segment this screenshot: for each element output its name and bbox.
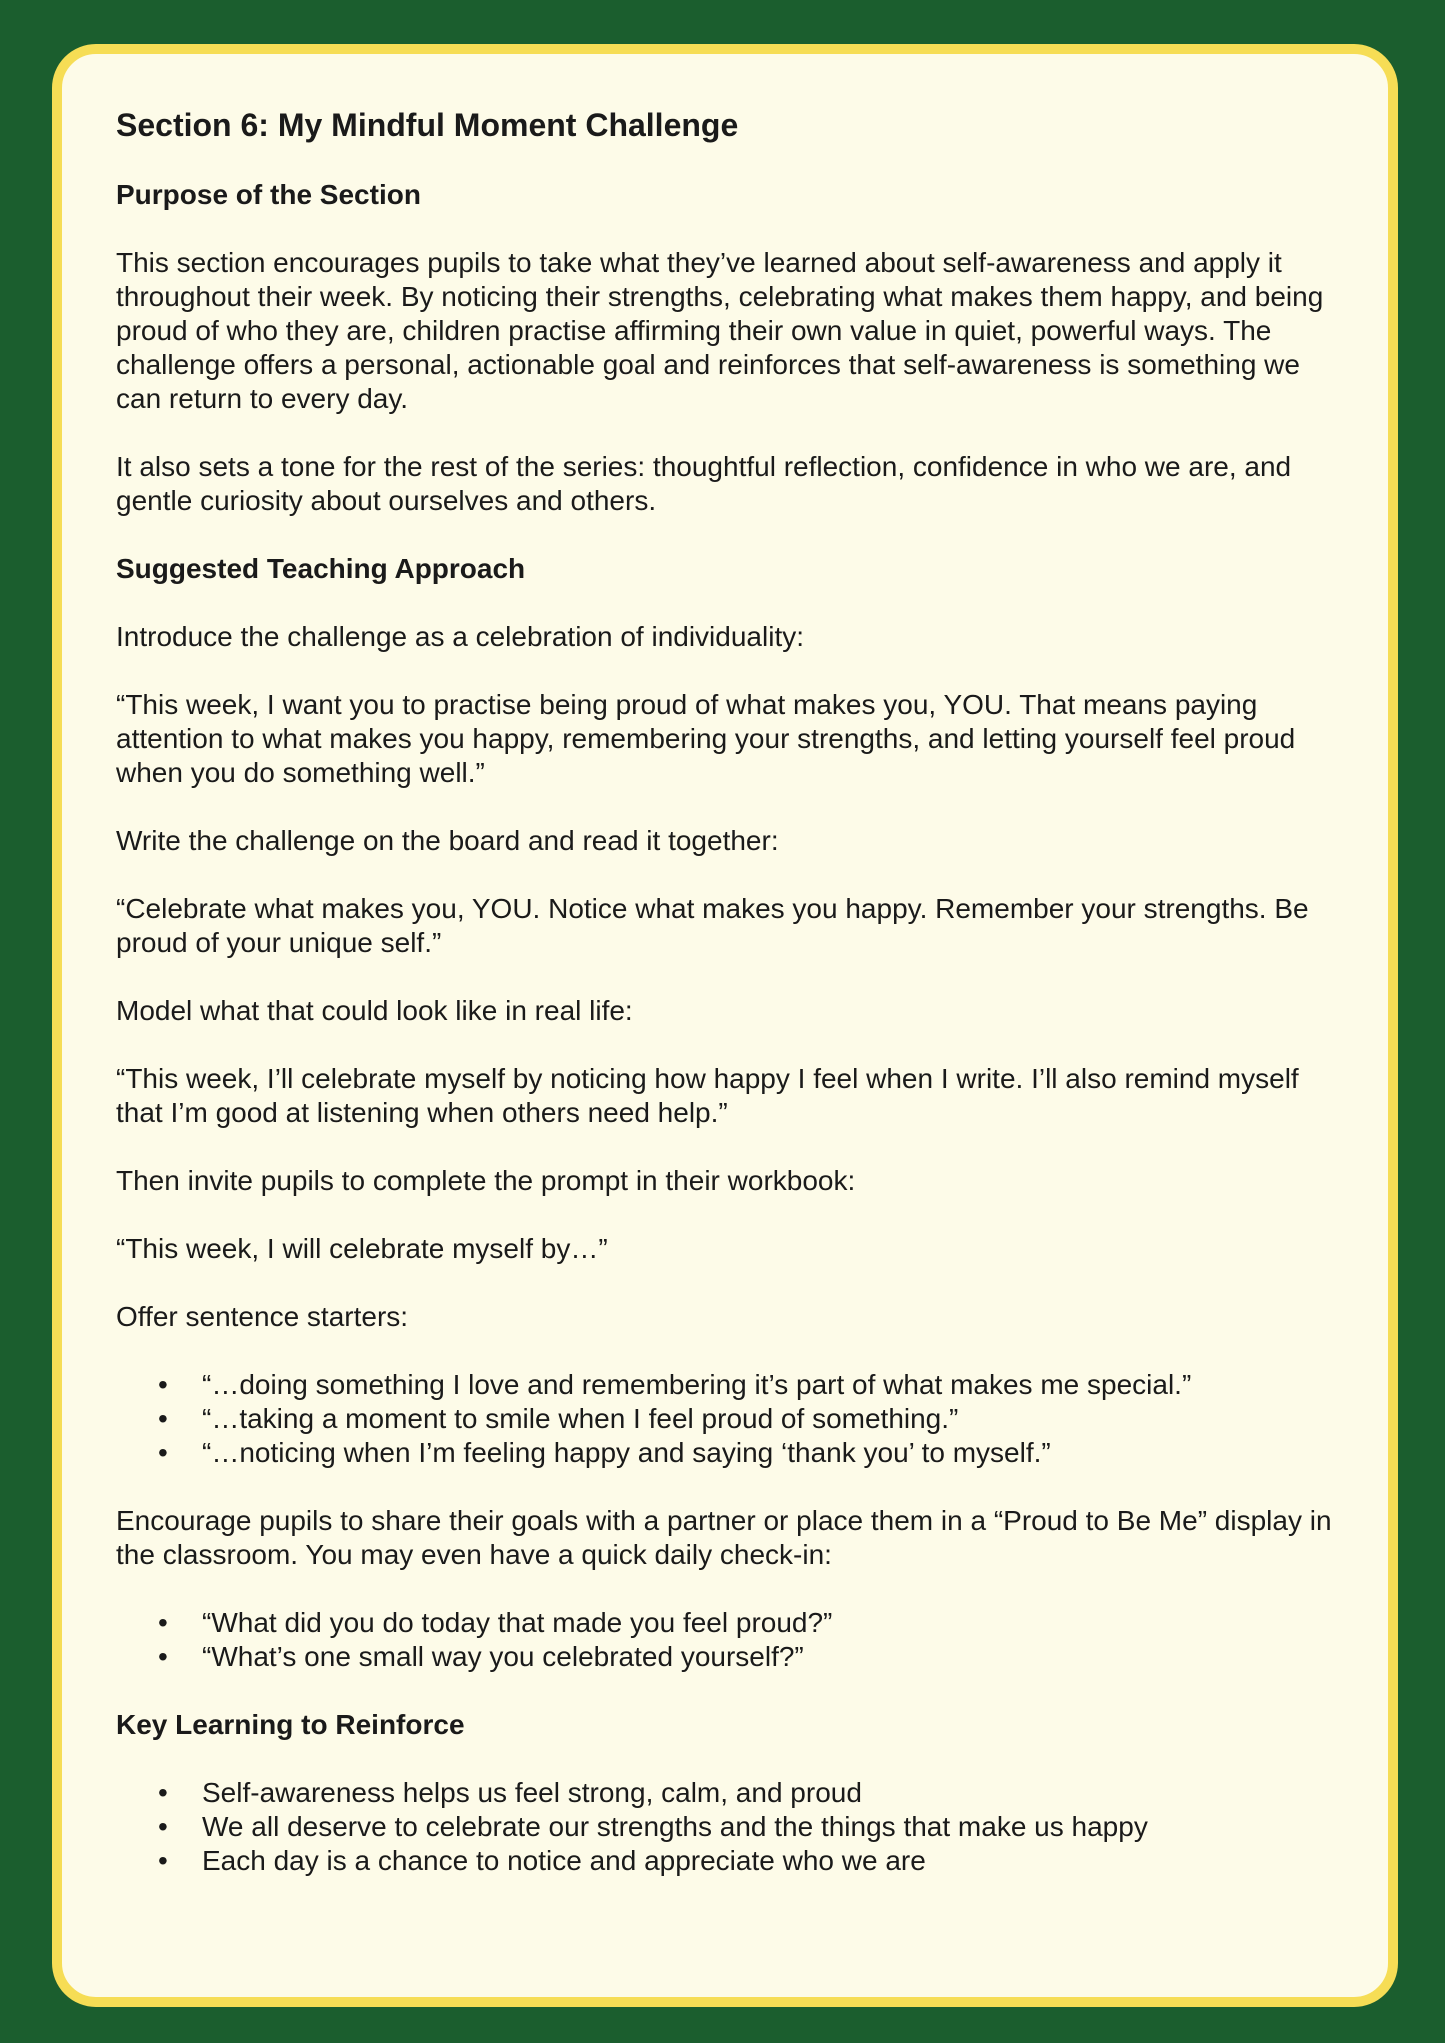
document-card xyxy=(52,44,1398,2007)
list-item: • We all deserve to celebrate our strengths and the things that make us happy xyxy=(202,1810,1336,1844)
key-learning-heading: Key Learning to Reinforce xyxy=(116,1709,465,1740)
approach-heading: Suggested Teaching Approach xyxy=(116,553,526,584)
starters-list xyxy=(116,1368,1336,1470)
purpose-paragraph-1: This section encourages pupils to take what they’ve learned about self-awareness and apply it throughout their week. By noticing their strengths, celebrating what makes them happy, and being proud of who they are, children practise affirming their own value in quiet, powerful ways. The challenge offers a personal, actionable goal and reinforces that self-awareness is something we can return to every day. xyxy=(116,247,1324,414)
list-item: • “…doing something I love and remembering it’s part of what makes me special.” xyxy=(202,1368,1336,1402)
approach-quote-1: “This week, I want you to practise being proud of what makes you, YOU. That means paying attention to what makes you happy, remembering your strengths, and letting yourself feel proud when you do something well.” xyxy=(116,689,1296,788)
list-item: • “…noticing when I’m feeling happy and saying ‘thank you’ to myself.” xyxy=(202,1436,1336,1470)
approach-encourage: Encourage pupils to share their goals with a partner or place them in a “Proud to Be Me” display in the classroom. You may even have a quick daily check-in: xyxy=(116,1505,1332,1570)
key-learning-list xyxy=(116,1776,1336,1878)
approach-offer: Offer sentence starters: xyxy=(116,1301,409,1332)
approach-quote-3: “This week, I’ll celebrate myself by noticing how happy I feel when I write. I’ll also remind myself that I’m good at listening when others need help.” xyxy=(116,1063,1299,1128)
approach-invite: Then invite pupils to complete the prompt in their workbook: xyxy=(116,1165,856,1196)
section-title: Section 6: My Mindful Moment Challenge xyxy=(116,107,739,143)
list-item: • “…taking a moment to smile when I feel proud of something.” xyxy=(202,1402,1336,1436)
checkin-list xyxy=(116,1606,1336,1674)
approach-quote-2: “Celebrate what makes you, YOU. Notice what makes you happy. Remember your strengths. Be proud of your unique self.” xyxy=(116,893,1309,958)
purpose-heading: Purpose of the Section xyxy=(116,179,421,210)
list-item: • Self-awareness helps us feel strong, calm, and proud xyxy=(202,1776,1336,1810)
list-item: • “What’s one small way you celebrated yourself?” xyxy=(202,1640,1336,1674)
approach-board: Write the challenge on the board and read it together: xyxy=(116,825,779,856)
approach-intro: Introduce the challenge as a celebration of individuality: xyxy=(116,621,804,652)
purpose-paragraph-2: It also sets a tone for the rest of the series: thoughtful reflection, confidence in who we are, and gentle curiosity about ourselves and others. xyxy=(116,451,1292,516)
approach-model: Model what that could look like in real life: xyxy=(116,995,633,1026)
list-item: • “What did you do today that made you feel proud?” xyxy=(202,1606,1336,1640)
list-item: • Each day is a chance to notice and appreciate who we are xyxy=(202,1844,1336,1878)
approach-prompt: “This week, I will celebrate myself by…” xyxy=(116,1233,608,1264)
